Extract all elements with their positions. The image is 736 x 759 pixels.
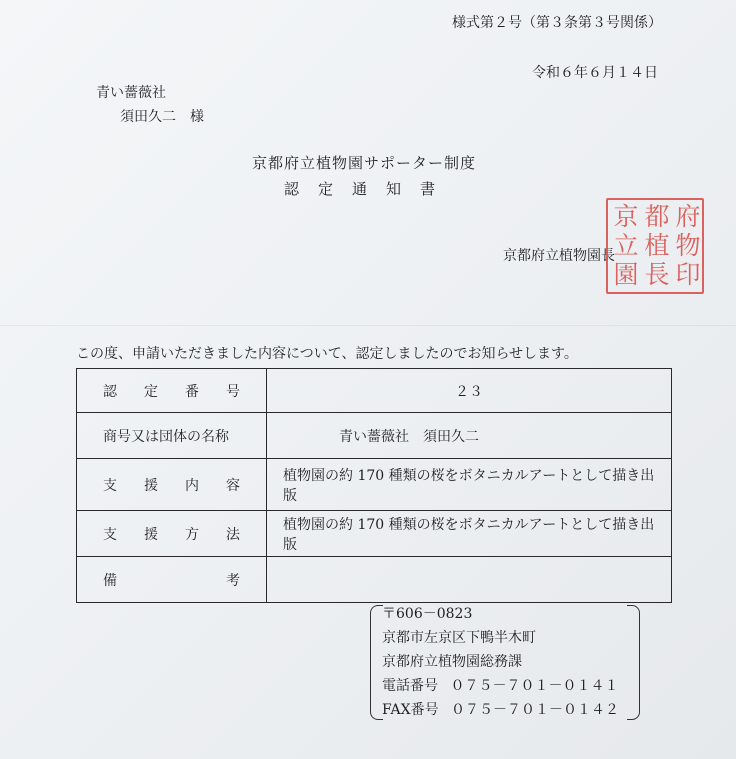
recipient-organization: 青い薔薇社 [96, 85, 166, 101]
label-char: 援 [144, 477, 158, 494]
issue-date: 令和６年６月１４日 [532, 65, 658, 81]
seal-char: 立 [613, 231, 639, 260]
phone-number: ０７５－７０１－０１４１ [450, 678, 619, 694]
contact-postal-code: 〒606－0823 [382, 606, 473, 622]
row-label-support-method [77, 511, 267, 557]
row-value-support-content: 植物園の約 170 種類の桜をボタニカルアートとして描き出版 [267, 459, 672, 511]
certification-table [76, 368, 672, 603]
seal-char: 長 [644, 260, 670, 289]
row-label-business-name [77, 413, 267, 459]
row-value-cert-number: ２３ [267, 369, 672, 413]
row-value-remarks [267, 557, 672, 603]
paper-fold-line [0, 325, 736, 326]
document-subtitle: 認定通知書 [284, 180, 455, 198]
phone-label: 電話番号 [382, 678, 438, 694]
table-row [77, 413, 672, 459]
form-number: 様式第２号（第３条第３号関係） [452, 15, 662, 31]
table-row [77, 459, 672, 511]
table-row [77, 369, 672, 413]
contact-fax-row [382, 699, 619, 719]
contact-info-box [370, 605, 640, 720]
fax-number: ０７５－７０１－０１４２ [451, 702, 620, 718]
seal-char: 都 [644, 202, 670, 231]
table-row [77, 511, 672, 557]
label-char: 法 [226, 526, 240, 543]
label-char: 定 [144, 383, 158, 400]
seal-char: 植 [644, 231, 670, 260]
recipient-name: 須田久二 様 [120, 109, 204, 125]
label-char: 支 [103, 477, 117, 494]
label-char: 番 [185, 383, 199, 400]
seal-char: 園 [613, 260, 639, 289]
label-char: 備 [103, 572, 117, 589]
row-label-cert-number [77, 369, 267, 413]
row-label-remarks [77, 557, 267, 603]
label-char: 号 [226, 383, 240, 400]
table-row [77, 557, 672, 603]
label-char: 容 [226, 477, 240, 494]
label-char: 援 [144, 526, 158, 543]
seal-char: 印 [675, 260, 701, 289]
seal-char: 物 [675, 231, 701, 260]
fax-label: FAX番号 [382, 702, 439, 718]
label-char: 認 [103, 383, 117, 400]
contact-address: 京都市左京区下鴨半木町 [382, 630, 536, 646]
row-value-support-method: 植物園の約 170 種類の桜をボタニカルアートとして描き出版 [267, 511, 672, 557]
label-char: 方 [185, 526, 199, 543]
row-label-support-content [77, 459, 267, 511]
contact-department: 京都府立植物園総務課 [382, 654, 522, 670]
issuer-name: 京都府立植物園長 [503, 248, 615, 264]
label-char: 支 [103, 526, 117, 543]
label-char: 考 [226, 572, 240, 589]
label-char: 内 [185, 477, 199, 494]
seal-char: 府 [675, 202, 701, 231]
intro-text: この度、申請いただきました内容について、認定しましたのでお知らせします。 [76, 346, 578, 362]
contact-phone-row [382, 675, 618, 695]
document-title: 京都府立植物園サポーター制度 [252, 154, 477, 172]
right-bracket [627, 605, 640, 720]
row-value-business-name: 青い薔薇社 須田久二 [267, 413, 672, 459]
official-seal-stamp [606, 198, 704, 294]
label-text: 商号又は団体の名称 [103, 428, 229, 445]
seal-char: 京 [613, 202, 639, 231]
